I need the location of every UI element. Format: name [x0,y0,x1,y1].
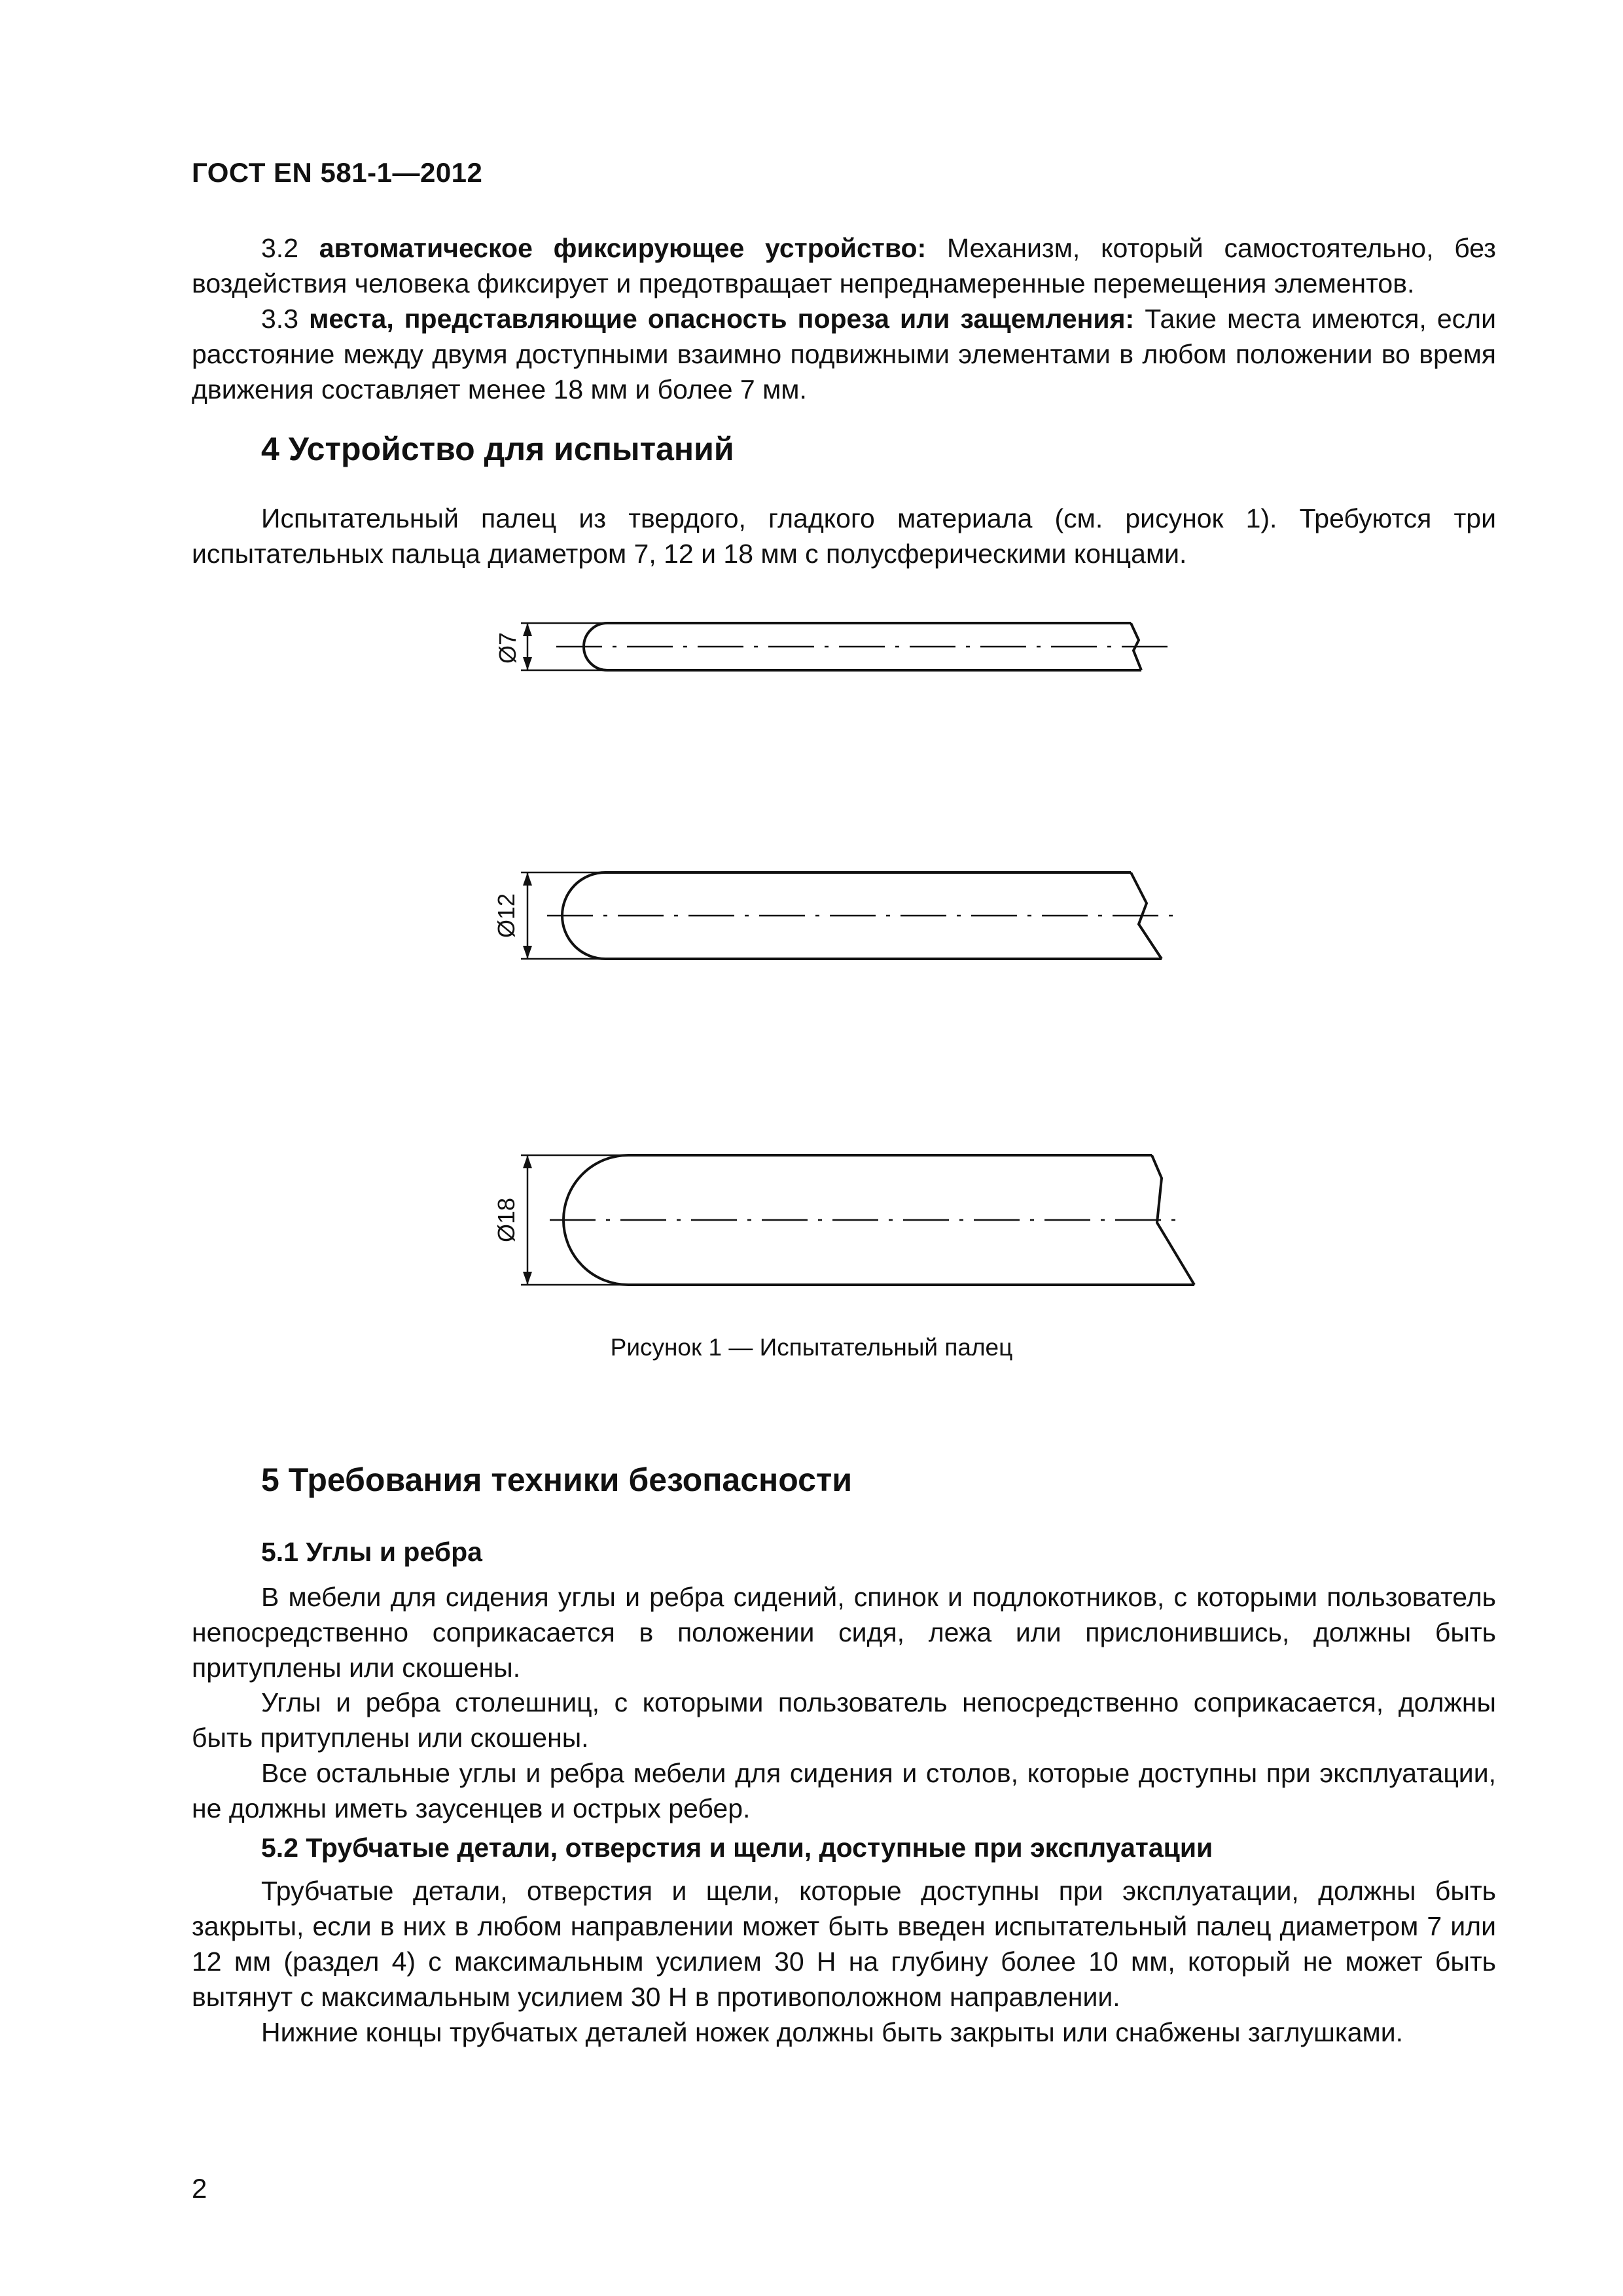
definition: Механизм, который самостоятельно, без воздействия человека фиксирует и предотвращает непреднамеренные перемещения элементов. [192,233,1496,298]
dimension-arrow [523,623,532,636]
dimension-arrow [523,946,532,959]
diameter-label-7: Ø7 [494,632,521,664]
paragraph-5-1-3 [192,1755,1496,1826]
finger-12mm-drawing [493,872,1178,959]
subsection-5-2-heading: 5.2 Трубчатые детали, отверстия и щели, доступные при эксплуатации [261,1833,1213,1863]
paragraph-text: Все остальные углы и ребра мебели для сидения и столов, которые доступны при эксплуатации, не должны иметь заусенцев и острых ребер. [192,1758,1496,1823]
dimension-arrow [523,872,532,886]
dimension-arrow [523,657,532,670]
paragraph-5-1-1 [192,1579,1496,1685]
section-4-heading: 4 Устройство для испытаний [261,431,734,467]
term: автоматическое фиксирующее устройство: [319,233,927,263]
section-5-heading: 5 Требования техники безопасности [261,1462,853,1498]
paragraph-5-1-2 [192,1685,1496,1755]
paragraph-text: Испытательный палец из твердого, гладкого материала (см. рисунок 1). Требуются три испытательных пальца диаметром 7, 12 и 18 мм с полусферическими концами. [192,503,1496,569]
page-number: 2 [192,2173,207,2204]
definition: Такие места имеются, если расстояние между двумя доступными взаимно подвижными элементами в любом положении во время движения составляет менее 18 мм и более 7 мм. [192,304,1496,404]
dimension-arrow [523,1272,532,1285]
paragraph-5-2-2 [192,2015,1496,2050]
term: места, представляющие опасность пореза или защемления: [309,304,1135,334]
finger-7mm-drawing [494,623,1178,670]
standard-designation: ГОСТ EN 581-1—2012 [192,157,483,188]
paragraph-text: В мебели для сидения углы и ребра сидений, спинок и подлокотников, с которыми пользователь непосредственно соприкасается в положении сидя, лежа или прислонившись, должны быть притуплены или скошены. [192,1582,1496,1683]
diameter-label-12: Ø12 [493,893,520,939]
figure-caption: Рисунок 1 — Испытательный палец [610,1334,1013,1361]
subsection-5-1-heading: 5.1 Углы и ребра [261,1537,482,1567]
dimension-arrow [523,1155,532,1168]
clause-number: 3.2 [261,233,298,263]
paragraph-text: Углы и ребра столешниц, с которыми пользователь непосредственно соприкасается, должны быть притуплены или скошены. [192,1687,1496,1753]
finger-18mm-drawing [493,1155,1194,1285]
paragraph-text: Нижние концы трубчатых деталей ножек должны быть закрыты или снабжены заглушками. [261,2017,1404,2047]
diameter-label-18: Ø18 [493,1197,520,1243]
paragraph-5-2-1 [192,1873,1496,2015]
clause-number: 3.3 [261,304,298,334]
paragraph-text: Трубчатые детали, отверстия и щели, которые доступны при эксплуатации, должны быть закрыты, если в них в любом направлении может быть введен испытательный палец диаметром 7 или 12 мм (раздел 4) с максимальным усилием 30 Н на глубину более 10 мм, который не может быть вытянут с максимальным усилием 30 Н в противоположном направлении. [192,1876,1496,2012]
